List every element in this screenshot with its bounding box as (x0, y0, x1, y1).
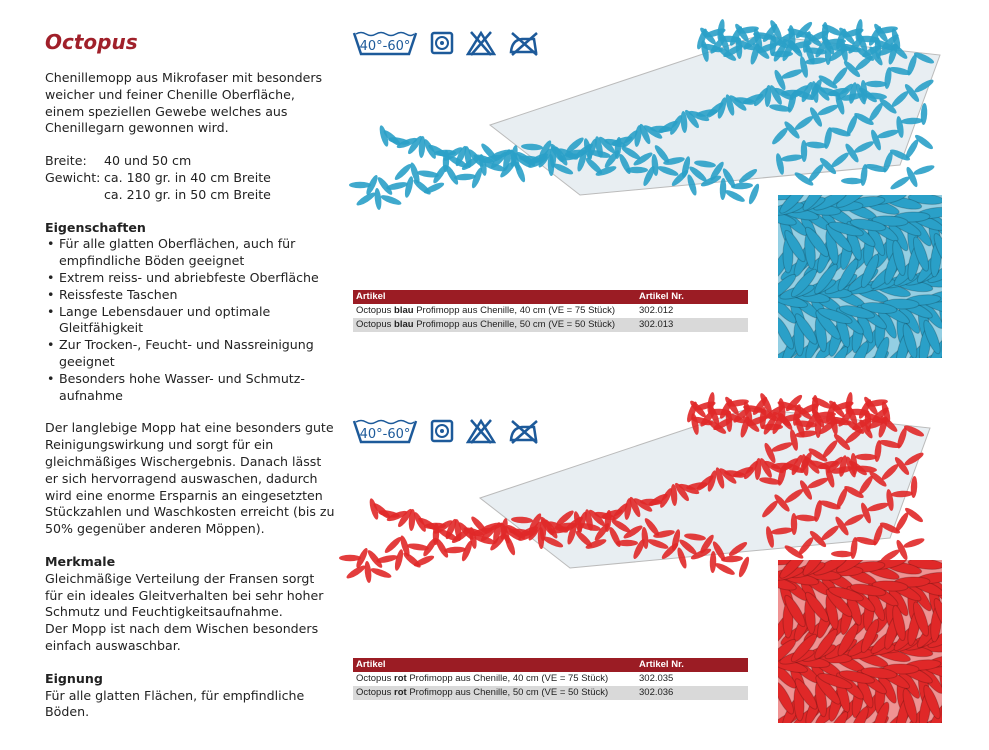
no-iron-icon (508, 418, 540, 444)
care-icons (352, 418, 540, 444)
blue-closeup-texture (778, 195, 942, 358)
product-title: Octopus (45, 30, 138, 54)
column-header: Artikel (356, 659, 386, 670)
no-iron-icon (508, 30, 540, 56)
article-name-suffix: Profimopp aus Chenille, 50 cm (VE = 50 Stück) (406, 687, 609, 698)
article-color: blau (394, 319, 414, 330)
article-name-prefix: Octopus (356, 673, 395, 684)
weight-spec-2 (45, 187, 335, 204)
column-header: Artikel Nr. (639, 659, 684, 670)
table-row (353, 318, 748, 332)
article-name-prefix: Octopus (356, 319, 395, 330)
features-heading: Merkmale (45, 553, 116, 569)
table-header (353, 658, 748, 672)
wash-40-60-icon (352, 30, 418, 56)
article-name-prefix: Octopus (356, 305, 395, 316)
article-number: 302.035 (639, 673, 674, 684)
wash-40-60-icon (352, 418, 418, 444)
table-row (353, 686, 748, 700)
properties-list (45, 236, 335, 404)
suitability-heading: Eignung (45, 670, 103, 686)
tumble-dry-icon (430, 31, 454, 55)
article-number: 302.013 (639, 319, 674, 330)
red-closeup-photo (778, 560, 942, 723)
weight-label: Gewicht: (45, 169, 101, 185)
article-name-suffix: Profimopp aus Chenille, 40 cm (VE = 75 Stück) (406, 673, 609, 684)
features-text: Gleichmäßige Verteilung der Fransen sorgt für ein ideales Gleitverhalten bei sehr hoher Schmutz und Feuchtigkeitsaufnahme. (45, 570, 324, 620)
svg-text:40°-60°: 40°-60° (359, 427, 411, 442)
weight-value: ca. 210 gr. in 50 cm Breite (104, 186, 271, 202)
svg-text:40°-60°: 40°-60° (359, 39, 411, 54)
article-name-suffix: Profimopp aus Chenille, 50 cm (VE = 50 Stück) (413, 319, 616, 330)
red-closeup-texture (778, 560, 942, 723)
intro-text: Chenillemopp aus Mikrofaser mit besonders weicher und feiner Chenille Oberfläche, einem speziellen Gewebe welches aus Chenillegarn gewonnen wird. (45, 70, 323, 136)
column-header: Artikel Nr. (639, 291, 684, 302)
no-bleach-icon (466, 30, 496, 56)
article-color: rot (394, 687, 407, 698)
table-row (353, 304, 748, 318)
product-description (45, 30, 335, 721)
width-label: Breite: (45, 153, 87, 169)
article-table (353, 658, 748, 700)
article-table (353, 290, 748, 332)
article-name (353, 318, 639, 332)
blue-closeup-photo (778, 195, 942, 358)
table-header (353, 290, 748, 304)
features-text-2: Der Mopp ist nach dem Wischen besonders einfach auswaschbar. (45, 621, 319, 653)
article-number: 302.036 (639, 687, 674, 698)
list-item: • Für alle glatten Oberflächen, auch für empfindliche Böden geeignet (45, 236, 335, 270)
list-item: • Zur Trocken-, Feucht- und Nassreinigung geeignet (45, 337, 335, 371)
suitability-text: Für alle glatten Flächen, für empfindliche Böden. (45, 687, 305, 720)
weight-value: ca. 180 gr. in 40 cm Breite (104, 169, 271, 185)
properties-heading: Eigenschaften (45, 219, 146, 235)
article-name (353, 686, 639, 700)
width-value: 40 und 50 cm (104, 153, 192, 169)
article-name-prefix: Octopus (356, 687, 395, 698)
article-name-suffix: Profimopp aus Chenille, 40 cm (VE = 75 Stück) (413, 305, 616, 316)
article-color: rot (394, 673, 407, 684)
list-item: • Lange Lebensdauer und optimale Gleitfähigkeit (45, 304, 335, 338)
table-row (353, 672, 748, 686)
no-bleach-icon (466, 418, 496, 444)
column-header: Artikel (356, 291, 386, 302)
description-text: Der langlebige Mopp hat eine besonders gute Reinigungswirkung und sorgt für ein gleichmäßiges Wischergebnis. Danach lässt er sich hervorragend auswaschen, dadurch wird eine enorme Ersparnis an eingesetzten Stückzahlen und Waschkosten erreicht (bis zu 50% gegenüber anderen Möppen). (45, 420, 335, 537)
tumble-dry-icon (430, 419, 454, 443)
list-item: • Besonders hohe Wasser- und Schmutz-aufnahme (45, 371, 335, 405)
list-item: • Reissfeste Taschen (45, 287, 335, 304)
width-spec (45, 153, 335, 170)
article-name (353, 304, 639, 318)
weight-spec (45, 170, 335, 187)
article-color: blau (394, 305, 414, 316)
article-name (353, 672, 639, 686)
article-number: 302.012 (639, 305, 674, 316)
list-item: • Extrem reiss- und abriebfeste Oberfläche (45, 270, 335, 287)
care-icons (352, 30, 540, 56)
